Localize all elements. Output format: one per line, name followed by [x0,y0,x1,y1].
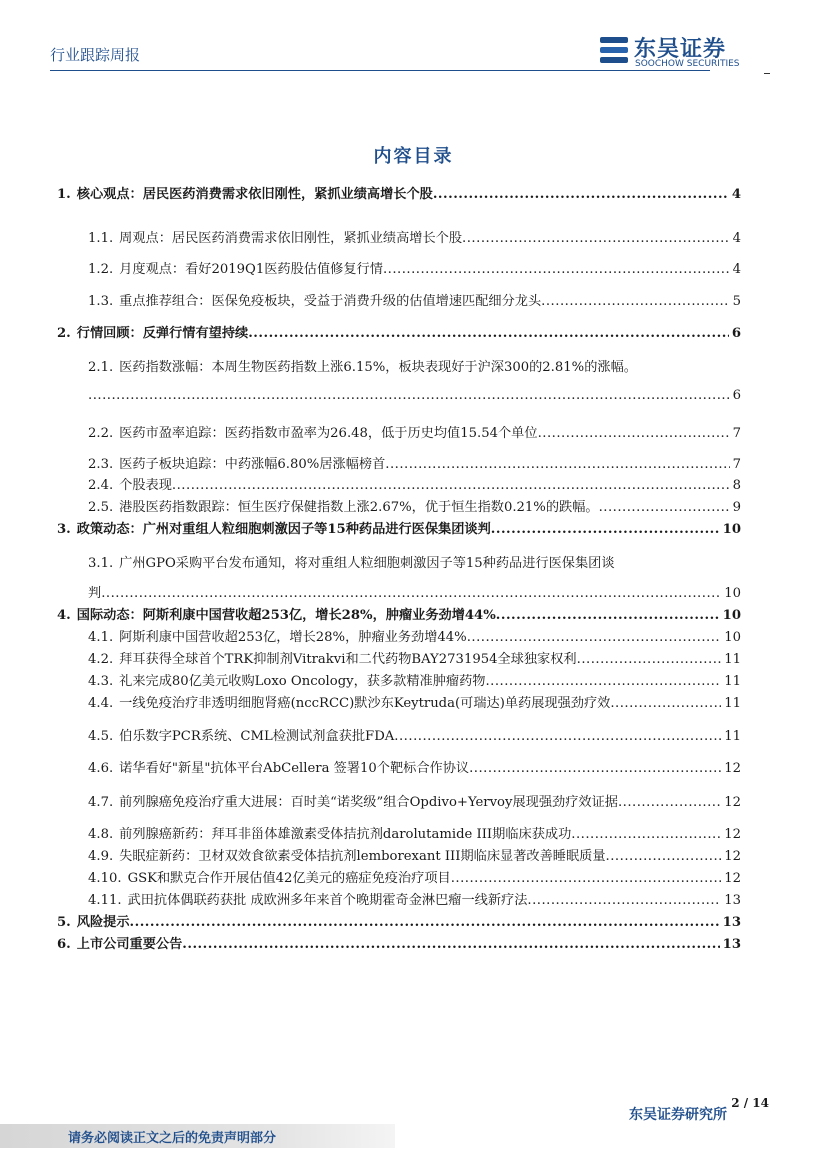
page-indicator: 2 / 14 [731,1096,769,1110]
toc-text: 国际动态：阿斯利康中国营收超253亿，增长28%，肿瘤业务劲增44% [76,608,496,623]
toc-leader [496,608,720,623]
logo-name-cn: 东吴证券 [634,37,727,62]
toc-text: 阿斯利康中国营收超253亿，增长28%，肿瘤业务劲增44% [119,630,467,645]
toc-page: 12 [724,871,741,886]
toc-num: 4. [57,608,71,623]
toc-text: 拜耳获得全球首个TRK抑制剂Vitrakvi和二代药物BAY2731954全球独家权利 [119,652,577,667]
toc-text: 周观点：居民医药消费需求依旧刚性，紧抓业绩高增长个股 [119,231,463,246]
toc-num: 4.7. [88,795,114,810]
toc-page: 13 [722,937,741,952]
toc-page: 11 [724,696,741,711]
toc-leader [467,630,722,645]
toc-text: 医药指数涨幅：本周生物医药指数上涨6.15%，板块表现好于沪深300的2.81%的涨幅。 [119,360,637,375]
toc-leader [385,457,729,472]
toc-num: 4.2. [88,652,114,667]
toc-num: 3.1. [88,556,114,571]
toc-leader [101,586,721,601]
toc-num: 2.1. [88,360,114,375]
toc-entry[interactable] [88,453,741,472]
toc-page: 4 [732,262,741,277]
toc-leader [248,326,729,341]
toc-entry[interactable] [88,356,637,375]
toc-leader [491,522,720,537]
toc-num: 1.3. [88,294,114,309]
toc-entry[interactable] [88,757,741,776]
toc-text: 医药市盈率追踪：医药指数市盈率为26.48，低于历史均值15.54个单位 [119,426,538,441]
toc-entry[interactable] [88,725,741,744]
toc-entry[interactable] [88,290,741,309]
toc-num: 3. [57,522,71,537]
toc-text: 广州GPO采购平台发布通知，将对重组人粒细胞刺激因子等15种药品进行医保集团谈 [119,556,615,571]
toc-page: 10 [722,522,741,537]
toc-leader [88,388,730,403]
toc-page: 10 [722,608,741,623]
toc-text: 风险提示 [76,915,130,930]
toc-num: 6. [57,937,71,952]
toc-text: 月度观点：看好2019Q1医药股估值修复行情 [119,262,383,277]
toc-text: 行情回顾：反弹行情有望持续 [76,326,249,341]
toc-num: 2. [57,326,71,341]
toc-page: 4 [731,187,741,202]
toc-page: 8 [732,478,741,493]
toc-num: 2.5. [88,500,114,515]
toc-leader [527,893,721,908]
toc-num: 4.8. [88,827,114,842]
toc-leader [485,674,721,689]
toc-entry-continued[interactable] [88,388,741,403]
toc-page: 13 [722,915,741,930]
toc-leader [577,652,722,667]
toc-leader [469,761,721,776]
toc-num: 4.10. [88,871,122,886]
toc-entry[interactable] [88,867,741,886]
toc-leader [451,871,722,886]
toc-leader [130,915,720,930]
toc-num: 2.2. [88,426,114,441]
toc-num: 4.9. [88,849,114,864]
toc-page: 11 [724,674,741,689]
toc-entry[interactable] [88,227,741,246]
toc-entry[interactable] [57,518,741,537]
company-logo [598,34,768,72]
toc-page: 6 [732,388,741,403]
toc-leader [394,729,721,744]
toc-entry-continued[interactable] [88,582,741,601]
toc-entry[interactable] [88,692,741,711]
toc-num: 1.2. [88,262,114,277]
toc-leader [383,262,730,277]
toc-text: 前列腺癌免疫治疗重大进展：百时美“诺奖级”组合Opdivo+Yervoy展现强劲疗效证据 [119,795,618,810]
toc-page: 12 [724,761,741,776]
toc-page: 11 [724,729,741,744]
toc-num: 2.4. [88,478,114,493]
toc-entry[interactable] [88,422,741,441]
toc-text: 礼来完成80亿美元收购Loxo Oncology，获多款精准肿瘤药物 [119,674,486,689]
logo-name-en: SOOCHOW SECURITIES [635,59,740,69]
toc-text: 诺华看好"新星"抗体平台AbCellera 签署10个靶标合作协议 [119,761,470,776]
toc-page: 5 [732,294,741,309]
toc-page: 10 [724,586,741,601]
toc-text: 失眠症新药：卫材双效食欲素受体拮抗剂lemborexant III期临床显著改善睡眠质量 [119,849,606,864]
toc-page: 10 [724,630,741,645]
toc-entry[interactable] [88,823,741,842]
toc-entry[interactable] [88,474,741,493]
toc-num: 1. [57,187,71,202]
toc-leader [182,937,719,952]
header-divider [50,70,710,71]
toc-num: 1.1. [88,231,114,246]
toc-leader [433,187,729,202]
institute-name: 东吴证券研究所 [629,1107,727,1123]
toc-leader [462,231,730,246]
toc-num: 4.4. [88,696,114,711]
toc-num: 4.3. [88,674,114,689]
toc-entry[interactable] [57,322,741,341]
toc-page: 6 [731,326,741,341]
toc-text: 重点推荐组合：医保免疫板块，受益于消费升级的估值增速匹配细分龙头 [119,294,542,309]
toc-text: GSK和默克合作开展估值42亿美元的癌症免疫治疗项目 [127,871,451,886]
toc-entry[interactable] [57,933,741,952]
toc-entry[interactable] [88,648,741,667]
toc-text: 伯乐数字PCR系统、CML检测试剂盒获批FDA [119,729,395,744]
toc-page: 12 [724,827,741,842]
toc-leader [571,827,721,842]
toc-leader [610,696,721,711]
soochow-logo-icon [598,34,632,68]
toc-entry[interactable] [88,889,741,908]
toc-leader [172,478,730,493]
toc-num: 4.6. [88,761,114,776]
toc-entry[interactable] [88,258,741,277]
toc-entry[interactable] [57,604,741,623]
toc-entry[interactable] [57,183,741,202]
toc-page: 13 [724,893,741,908]
toc-entry[interactable] [88,552,615,571]
toc-entry[interactable] [88,845,741,864]
toc-leader [618,795,721,810]
toc-entry[interactable] [88,791,741,810]
toc-entry[interactable] [88,626,741,645]
toc-num: 4.5. [88,729,114,744]
toc-leader [606,849,722,864]
toc-num: 4.1. [88,630,114,645]
toc-text: 武田抗体偶联药获批 成欧洲多年来首个晚期霍奇金淋巴瘤一线新疗法 [127,893,528,908]
toc-text: 上市公司重要公告 [76,937,183,952]
toc-entry[interactable] [88,496,741,515]
toc-text: 一线免疫治疗非透明细胞肾癌(nccRCC)默沙东Keytruda(可瑞达)单药展现强劲疗效 [119,696,611,711]
toc-num: 4.11. [88,893,122,908]
toc-page: 4 [732,231,741,246]
toc-entry[interactable] [88,670,741,689]
toc-page: 9 [732,500,741,515]
disclaimer-note: 请务必阅读正文之后的免责声明部分 [68,1131,277,1146]
toc-leader [541,294,729,309]
toc-leader [599,500,730,515]
toc-page: 12 [724,795,741,810]
toc-title: 内容目录 [373,146,454,167]
toc-page: 7 [732,457,741,472]
toc-text: 医药子板块追踪：中药涨幅6.80%居涨幅榜首 [119,457,386,472]
toc-text: 政策动态：广州对重组人粒细胞刺激因子等15种药品进行医保集团谈判 [76,522,491,537]
toc-text: 判 [88,586,102,601]
toc-text: 前列腺癌新药：拜耳非甾体雄激素受体拮抗剂darolutamide III期临床获成功 [119,827,572,842]
toc-page: 7 [732,426,741,441]
toc-text: 个股表现 [119,478,172,493]
toc-page: 12 [724,849,741,864]
toc-text: 核心观点：居民医药消费需求依旧刚性，紧抓业绩高增长个股 [76,187,433,202]
toc-page: 11 [724,652,741,667]
header-tick [764,73,770,74]
toc-num: 2.3. [88,457,114,472]
toc-entry[interactable] [57,911,741,930]
toc-text: 港股医药指数跟踪：恒生医疗保健指数上涨2.67%，优于恒生指数0.21%的跌幅。 [119,500,599,515]
toc-leader [538,426,730,441]
doc-type-label: 行业跟踪周报 [50,46,141,64]
toc-num: 5. [57,915,71,930]
